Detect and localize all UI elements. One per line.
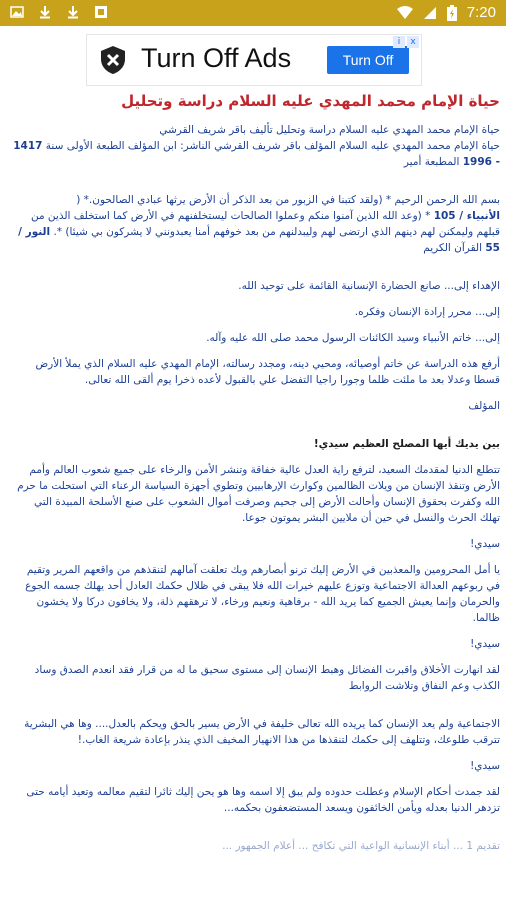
verse: الأنبياء / 105 * (وعد الله الذين آمنوا منكم وعملوا الصالحات ليستخلفنهم في الأرض كما استخلف الذين من قبلهم وليمكنن لهم دينهم الذي ارتضى لهم وليبدلنهم من بعد خوفهم أمنا يعبدونني لا يشركون بي شيئا) *. النور / 55 القرآن الكريم <box>18 210 500 254</box>
status-bar <box>0 0 506 26</box>
author-sign: المؤلف <box>468 400 500 412</box>
dedication-paragraph: أرفع هذه الدراسة عن خاتم أوصيائه، ومحيي دينه، ومجدد رسالته، الإمام المهدي عليه السلام الذي يملأ الأرض قسطا وعدلا بعد ما ملئت ظلما وجورا راجيا التفضل علي بالقبول لأعده ذخرا يوم ألقى الله تعالى. <box>35 358 500 386</box>
turn-off-ads-button[interactable]: Turn Off <box>327 46 409 74</box>
sayyidi-line: سيدي! <box>470 538 500 550</box>
address-heading: بين يديك أيها المصلح العظيم سيدي! <box>313 438 500 450</box>
download-icon <box>66 5 80 19</box>
paragraph: الاجتماعية ولم يعد الإنسان كما يريده الله تعالى خليفة في الأرض يسير بالحق ويحكم بالعدل.... وها هي البشرية تترقب طلوعك، وتتلهف إلى حكمك لتنقذها من هذا الانهيار المخيف الذي ينذر بإعادة شريعة الغاب.! <box>24 718 500 746</box>
ad-headline: Turn Off Ads <box>141 43 292 73</box>
clock: 7:20 <box>466 4 496 21</box>
paragraph: تتطلع الدنيا لمقدمك السعيد، لترفع راية العدل عالية خفاقة وتنشر الأمن والرخاء على جميع شعوب العالم وأمم الأرض وتنقذ الإنسان من ويلات الظالمين وكوارث الإرهابيين وتطوي أجهزة السياسة الرعناء التي استحلت ما حرم الله وكفرت بحقوق الإنسان وأحالت الأرض إلى جحيم وصرفت أموال الشعوب على صنع الأسلحة المبيدة التي تهلك الحرث والنسل في حين أن ملايين البشر يموتون جوعا. <box>17 464 500 524</box>
dedication-line: إلى... خاتم الأنبياء وسيد الكائنات الرسول محمد صلى الله عليه وآله. <box>206 332 500 344</box>
paragraph-cut-off: تقديم 1 ... أبناء الإنسانية الواعية التي تكافح ... أعلام الجمهور ... <box>222 840 500 852</box>
meta-line: حياة الإمام محمد المهدي عليه السلام المؤلف باقر شريف القرشي الناشر: ابن المؤلف الطبعة الأولى سنة 1417 - 1996 المطبعة أمير <box>13 140 500 168</box>
paragraph: لقد انهارت الأخلاق واقبرت الفضائل وهبط الإنسان إلى مستوى سحيق ما له من قرار فقد انعدم الصدق وساد الكذب وعم النفاق وتلاشت الروابط <box>34 664 500 692</box>
meta-line: حياة الإمام محمد المهدي عليه السلام دراسة وتحليل تأليف باقر شريف القرشي <box>159 124 500 136</box>
dedication-line: إلى... محرر إرادة الإنسان وفكره. <box>354 306 500 318</box>
dedication-line: الإهداء إلى... صانع الحضارة الإنسانية القائمة على توحيد الله. <box>238 280 500 292</box>
ad-choices[interactable] <box>393 36 419 48</box>
wifi-icon <box>397 6 413 20</box>
ad-close-icon[interactable]: x <box>407 36 419 48</box>
download-icon <box>38 5 52 19</box>
sayyidi-line: سيدي! <box>470 638 500 650</box>
article-content <box>12 92 500 854</box>
sayyidi-line: سيدي! <box>470 760 500 772</box>
shield-x-icon <box>99 45 127 75</box>
cellular-signal-icon <box>423 6 437 20</box>
image-icon <box>94 5 108 19</box>
image-icon <box>10 5 24 19</box>
battery-icon <box>447 5 457 21</box>
basmala: بسم الله الرحمن الرحيم * (ولقد كتبنا في الزبور من بعد الذكر أن الأرض يرثها عبادي الصالحون.* ( <box>76 194 500 206</box>
ad-banner[interactable] <box>86 34 422 86</box>
meta-year: 1417 - 1996 <box>13 140 500 168</box>
paragraph: لقد جمدت أحكام الإسلام وعطلت حدوده ولم يبق إلا اسمه وها هو يحن إليك ثائرا لتقيم معالمه وتعيد أيامه حتى تزدهر الدنيا بعدله ويأمن الخائفون ويسعد المستضعفون بحكمه... <box>26 786 500 814</box>
ad-info-icon[interactable]: i <box>393 36 405 48</box>
paragraph: يا أمل المحرومين والمعذبين في الأرض إليك ترنو أبصارهم وبك تعلقت آمالهم لتنقذهم من واقعهم المرير وتقيم في ربوعهم العدالة الاجتماعية وتوزع عليهم خيرات الله فلا يبقى في ظلال حكمك العادل أحد يهلك جسمه الجوع والحرمان وإنما يعيش الجميع كما يريد الله - برفاهية ونعيم ورخاء، لا ترهقهم ذلة، ولا يخافون دركا ولا يخشون ظالما. <box>25 564 500 624</box>
page-title: حياة الإمام محمد المهدي عليه السلام دراسة وتحليل <box>121 92 500 110</box>
